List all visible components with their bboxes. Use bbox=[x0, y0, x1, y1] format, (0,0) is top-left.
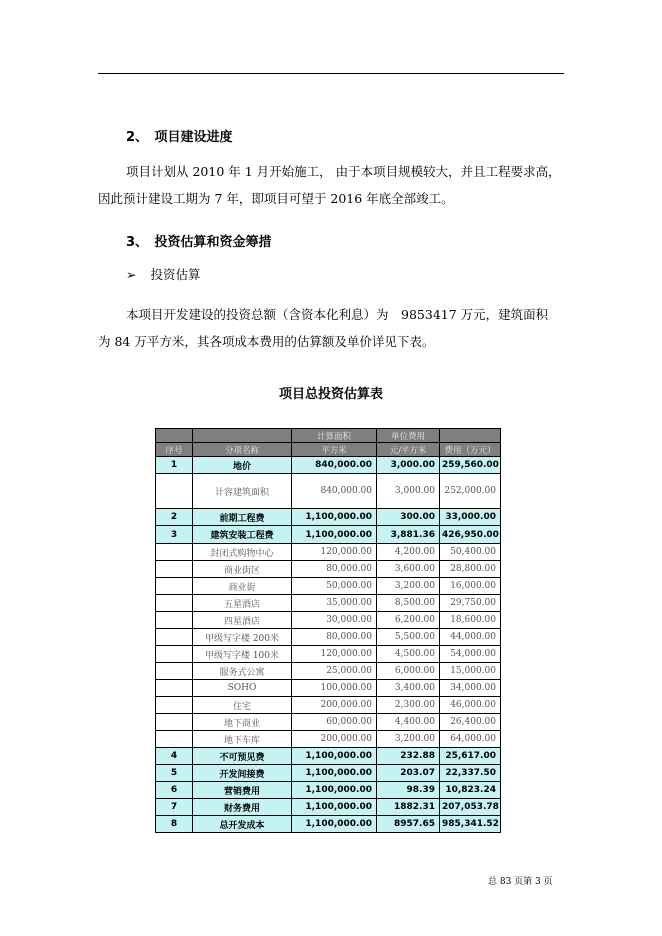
row-name: 前期工程费 bbox=[193, 509, 292, 526]
row-unit-cost: 232.88 bbox=[377, 748, 440, 765]
row-unit-cost: 4,500.00 bbox=[377, 646, 440, 663]
row-area: 840,000.00 bbox=[292, 457, 377, 474]
row-area: 60,000.00 bbox=[292, 714, 377, 731]
row-name: 地下车库 bbox=[193, 731, 292, 748]
investment-estimate-table bbox=[155, 428, 501, 833]
row-no: 3 bbox=[156, 526, 193, 544]
row-name: 财务费用 bbox=[193, 799, 292, 816]
table-row bbox=[156, 612, 501, 629]
table-row bbox=[156, 526, 501, 544]
row-cost: 985,341.52 bbox=[440, 816, 501, 833]
row-name: 计容建筑面积 bbox=[193, 474, 292, 509]
row-area: 1,100,000.00 bbox=[292, 526, 377, 544]
row-area: 1,100,000.00 bbox=[292, 799, 377, 816]
row-cost: 22,337.50 bbox=[440, 765, 501, 782]
row-cost: 10,823.24 bbox=[440, 782, 501, 799]
table-row bbox=[156, 629, 501, 646]
row-cost: 33,000.00 bbox=[440, 509, 501, 526]
row-area: 25,000.00 bbox=[292, 663, 377, 680]
section-2-heading: 2、 项目建设进度 bbox=[126, 130, 233, 145]
header-blank bbox=[156, 429, 193, 443]
row-name: 商业街区 bbox=[193, 561, 292, 578]
row-no bbox=[156, 714, 193, 731]
row-no bbox=[156, 561, 193, 578]
row-cost: 259,560.00 bbox=[440, 457, 501, 474]
header-no: 序号 bbox=[156, 443, 193, 457]
row-cost: 252,000.00 bbox=[440, 474, 501, 509]
row-unit-cost: 8957.65 bbox=[377, 816, 440, 833]
row-no bbox=[156, 663, 193, 680]
row-name: 总开发成本 bbox=[193, 816, 292, 833]
row-name: 商业街 bbox=[193, 578, 292, 595]
row-area: 1,100,000.00 bbox=[292, 509, 377, 526]
row-cost: 16,000.00 bbox=[440, 578, 501, 595]
table-row bbox=[156, 457, 501, 474]
header-area: 平方米 bbox=[292, 443, 377, 457]
row-cost: 54,000.00 bbox=[440, 646, 501, 663]
row-area: 35,000.00 bbox=[292, 595, 377, 612]
table-row bbox=[156, 731, 501, 748]
page-footer: 总 83 页第 3 页 bbox=[488, 877, 553, 887]
row-no bbox=[156, 578, 193, 595]
row-name: SOHO bbox=[193, 680, 292, 697]
row-area: 120,000.00 bbox=[292, 646, 377, 663]
bullet-text: 投资估算 bbox=[150, 267, 201, 282]
header-blank bbox=[440, 429, 501, 443]
section-3-heading: 3、 投资估算和资金筹措 bbox=[126, 235, 272, 250]
row-cost: 25,617.00 bbox=[440, 748, 501, 765]
row-no: 8 bbox=[156, 816, 193, 833]
row-name: 建筑安装工程费 bbox=[193, 526, 292, 544]
row-unit-cost: 2,300.00 bbox=[377, 697, 440, 714]
row-area: 120,000.00 bbox=[292, 544, 377, 561]
bullet-arrow-icon: ➢ bbox=[126, 267, 137, 282]
header-cost: 费用（万元） bbox=[440, 443, 501, 457]
table-row bbox=[156, 680, 501, 697]
row-no bbox=[156, 544, 193, 561]
row-area: 30,000.00 bbox=[292, 612, 377, 629]
row-name: 开发间接费 bbox=[193, 765, 292, 782]
row-no bbox=[156, 697, 193, 714]
row-area: 80,000.00 bbox=[292, 629, 377, 646]
row-unit-cost: 5,500.00 bbox=[377, 629, 440, 646]
table-row bbox=[156, 816, 501, 833]
section-3-para-line-1: 本项目开发建设的投资总额（含资本化利息）为 9853417 万元，建筑面积 bbox=[126, 307, 549, 322]
row-area: 80,000.00 bbox=[292, 561, 377, 578]
row-name: 五星酒店 bbox=[193, 595, 292, 612]
row-no: 5 bbox=[156, 765, 193, 782]
row-cost: 18,600.00 bbox=[440, 612, 501, 629]
table-row bbox=[156, 748, 501, 765]
row-name: 甲级写字楼 100米 bbox=[193, 646, 292, 663]
row-no: 4 bbox=[156, 748, 193, 765]
row-no: 2 bbox=[156, 509, 193, 526]
table-row bbox=[156, 765, 501, 782]
row-unit-cost: 8,500.00 bbox=[377, 595, 440, 612]
table-row bbox=[156, 646, 501, 663]
section-2-para-line-1: 项目计划从 2010 年 1 月开始施工， 由于本项目规模较大，并且工程要求高， bbox=[126, 164, 561, 179]
row-unit-cost: 1882.31 bbox=[377, 799, 440, 816]
row-cost: 44,000.00 bbox=[440, 629, 501, 646]
row-unit-cost: 3,400.00 bbox=[377, 680, 440, 697]
row-cost: 15,000.00 bbox=[440, 663, 501, 680]
row-area: 1,100,000.00 bbox=[292, 765, 377, 782]
row-no bbox=[156, 595, 193, 612]
table-row bbox=[156, 509, 501, 526]
row-area: 50,000.00 bbox=[292, 578, 377, 595]
table-row bbox=[156, 782, 501, 799]
row-unit-cost: 4,400.00 bbox=[377, 714, 440, 731]
row-cost: 46,000.00 bbox=[440, 697, 501, 714]
row-cost: 207,053.78 bbox=[440, 799, 501, 816]
row-name: 甲级写字楼 200米 bbox=[193, 629, 292, 646]
row-area: 200,000.00 bbox=[292, 731, 377, 748]
row-name: 服务式公寓 bbox=[193, 663, 292, 680]
row-cost: 28,800.00 bbox=[440, 561, 501, 578]
row-name: 住宅 bbox=[193, 697, 292, 714]
row-unit-cost: 6,000.00 bbox=[377, 663, 440, 680]
header-blank bbox=[193, 429, 292, 443]
table-header-row bbox=[156, 443, 501, 457]
row-name: 不可预见费 bbox=[193, 748, 292, 765]
row-name: 四星酒店 bbox=[193, 612, 292, 629]
row-cost: 50,400.00 bbox=[440, 544, 501, 561]
row-no bbox=[156, 629, 193, 646]
row-unit-cost: 3,881.36 bbox=[377, 526, 440, 544]
table-row bbox=[156, 595, 501, 612]
row-unit-cost: 203.07 bbox=[377, 765, 440, 782]
row-cost: 34,000.00 bbox=[440, 680, 501, 697]
row-unit-cost: 98.39 bbox=[377, 782, 440, 799]
table-row bbox=[156, 663, 501, 680]
header-unit-cost: 元/平方米 bbox=[377, 443, 440, 457]
row-unit-cost: 6,200.00 bbox=[377, 612, 440, 629]
row-name: 地下商业 bbox=[193, 714, 292, 731]
section-3-para-line-2: 为 84 万平方米，其各项成本费用的估算额及单价详见下表。 bbox=[98, 334, 435, 349]
header-rule bbox=[98, 73, 564, 74]
row-unit-cost: 300.00 bbox=[377, 509, 440, 526]
row-cost: 64,000.00 bbox=[440, 731, 501, 748]
row-area: 200,000.00 bbox=[292, 697, 377, 714]
row-name: 地价 bbox=[193, 457, 292, 474]
row-area: 1,100,000.00 bbox=[292, 782, 377, 799]
row-no bbox=[156, 680, 193, 697]
table-header-top-row bbox=[156, 429, 501, 443]
row-area: 1,100,000.00 bbox=[292, 816, 377, 833]
table-row bbox=[156, 697, 501, 714]
row-unit-cost: 3,000.00 bbox=[377, 457, 440, 474]
row-unit-cost: 3,000.00 bbox=[377, 474, 440, 509]
row-unit-cost: 3,200.00 bbox=[377, 578, 440, 595]
row-unit-cost: 3,200.00 bbox=[377, 731, 440, 748]
header-area-group: 计算面积 bbox=[292, 429, 377, 443]
row-unit-cost: 4,200.00 bbox=[377, 544, 440, 561]
row-name: 封闭式购物中心 bbox=[193, 544, 292, 561]
row-cost: 29,750.00 bbox=[440, 595, 501, 612]
row-name: 营销费用 bbox=[193, 782, 292, 799]
row-area: 100,000.00 bbox=[292, 680, 377, 697]
row-cost: 426,950.00 bbox=[440, 526, 501, 544]
table-row bbox=[156, 578, 501, 595]
section-2-para-line-2: 因此预计建设工期为 7 年，即项目可望于 2016 年底全部竣工。 bbox=[98, 191, 454, 206]
row-no bbox=[156, 731, 193, 748]
row-unit-cost: 3,600.00 bbox=[377, 561, 440, 578]
header-name: 分项名称 bbox=[193, 443, 292, 457]
header-unit-group: 单位费用 bbox=[377, 429, 440, 443]
row-no bbox=[156, 646, 193, 663]
table-title: 项目总投资估算表 bbox=[278, 387, 383, 402]
row-area: 840,000.00 bbox=[292, 474, 377, 509]
row-cost: 26,400.00 bbox=[440, 714, 501, 731]
row-no: 6 bbox=[156, 782, 193, 799]
row-no: 7 bbox=[156, 799, 193, 816]
bullet-item bbox=[126, 267, 200, 283]
table-row bbox=[156, 561, 501, 578]
row-area: 1,100,000.00 bbox=[292, 748, 377, 765]
row-no: 1 bbox=[156, 457, 193, 474]
table-row bbox=[156, 544, 501, 561]
row-no bbox=[156, 474, 193, 509]
table-row bbox=[156, 799, 501, 816]
table-row bbox=[156, 474, 501, 509]
row-no bbox=[156, 612, 193, 629]
table-row bbox=[156, 714, 501, 731]
